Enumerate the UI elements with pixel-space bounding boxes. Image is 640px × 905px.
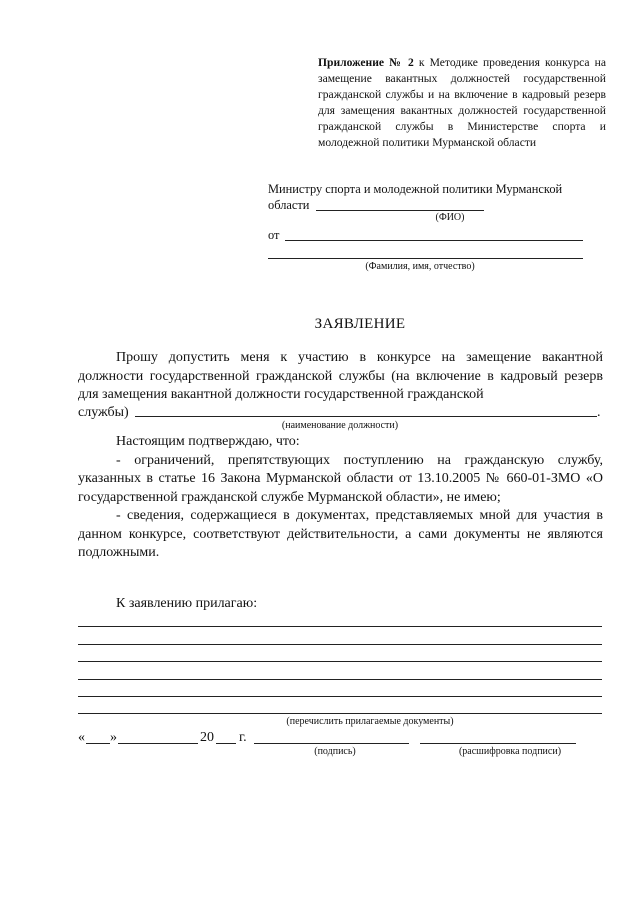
- fio-line[interactable]: [316, 210, 484, 211]
- request-last-prefix: службы): [78, 405, 129, 420]
- date-year-line[interactable]: [216, 743, 236, 744]
- confirm-item1: - ограничений, препятствующих поступлению на гражданскую службу, указанных в статье 16 Закона Мурманской области от 13.10.2005 № 660-01-ЗМО «О государственной гражданской службе Мурманской области», не имею;: [78, 452, 603, 505]
- name-caption: (Фамилия, имя, отчество): [365, 261, 475, 272]
- attachment-line-6[interactable]: [78, 713, 602, 714]
- name-line[interactable]: [268, 258, 583, 259]
- appendix-text: к Методике проведения конкурса на замещение вакантных должностей государственной гражданской службы и на включение в кадровый резерв для замещения вакантных должностей государственной гражданской службы в Министерстве спорта и молодежной политики Мурманской области: [318, 56, 606, 149]
- signature-decode-line[interactable]: [420, 743, 576, 744]
- from-line[interactable]: [285, 240, 583, 241]
- signature-decode-caption: (расшифровка подписи): [458, 746, 562, 757]
- attachment-line-3[interactable]: [78, 661, 602, 662]
- request-last-end: .: [597, 405, 601, 420]
- appendix-note: [318, 55, 606, 151]
- confirm-item2: - сведения, содержащиеся в документах, представляемых мной для участия в данном конкурсе, соответствуют действительности, а сами документы не являются подложными.: [78, 508, 603, 560]
- attachments-caption: (перечислить прилагаемые документы): [286, 716, 454, 727]
- appendix-label: Приложение № 2: [318, 56, 414, 69]
- position-caption: (наименование должности): [281, 420, 399, 431]
- confirm-intro: Настоящим подтверждаю, что:: [116, 434, 300, 449]
- document-title: ЗАЯВЛЕНИЕ: [314, 316, 406, 332]
- position-line[interactable]: [135, 416, 597, 417]
- attachment-line-5[interactable]: [78, 696, 602, 697]
- attachment-line-1[interactable]: [78, 626, 602, 627]
- addressee-line2-prefix: области: [268, 198, 310, 212]
- attachment-line-2[interactable]: [78, 644, 602, 645]
- date-year-prefix: 20: [200, 730, 214, 745]
- date-day-line[interactable]: [86, 743, 110, 744]
- from-prefix: от: [268, 228, 280, 242]
- signature-line[interactable]: [254, 743, 409, 744]
- date-close-quote: »: [110, 730, 117, 745]
- date-open-quote: «: [78, 730, 85, 745]
- attachment-line-4[interactable]: [78, 679, 602, 680]
- request-paragraph: [78, 349, 603, 405]
- date-year-suffix: г.: [239, 730, 247, 745]
- addressee-line1: Министру спорта и молодежной политики Мурманской: [268, 182, 563, 196]
- confirm-block: [78, 433, 603, 563]
- attachments-label: К заявлению прилагаю:: [116, 596, 258, 611]
- request-text: Прошу допустить меня к участию в конкурсе на замещение вакантной должности государственной гражданской службы (на включение в кадровый резерв для замещения вакантной должности государственной гражданской: [78, 350, 603, 402]
- date-month-line[interactable]: [118, 743, 198, 744]
- signature-caption: (подпись): [314, 746, 356, 757]
- fio-caption: (ФИО): [435, 212, 465, 223]
